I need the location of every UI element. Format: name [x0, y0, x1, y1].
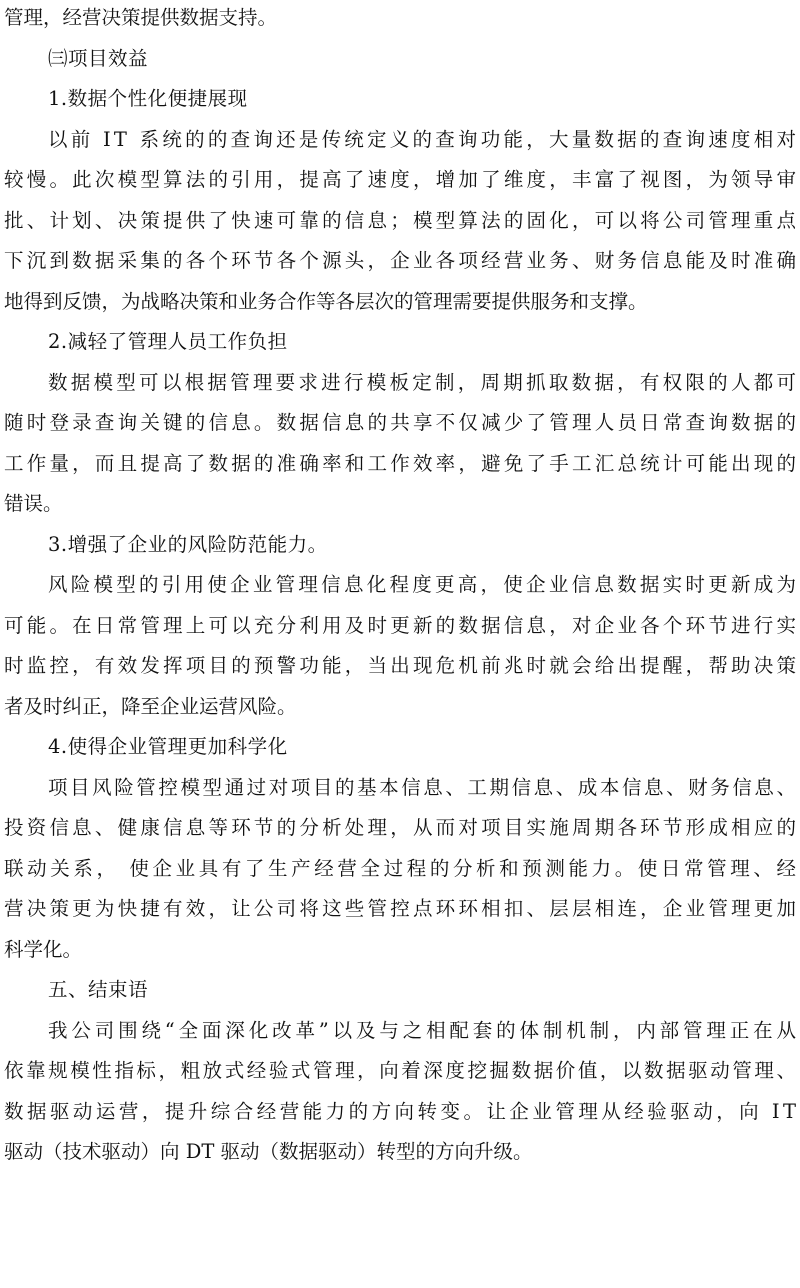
text-line-content: 管理，经营决策提供数据支持。 — [4, 6, 278, 29]
text-line — [0, 1013, 800, 1049]
text-line — [0, 162, 800, 198]
text-line-content: 2.减轻了管理人员工作负担 — [48, 330, 288, 353]
text-line — [0, 0, 800, 36]
text-line-content: 五、结束语 — [48, 978, 149, 1001]
text-line-content: 风险模型的引用使企业管理信息化程度更高，使企业信息数据实时更新成为 — [48, 573, 800, 596]
text-line-content: 随时登录查询关键的信息。数据信息的共享不仅减少了管理人员日常查询数据的 — [4, 411, 800, 434]
text-line-content: 依靠规模性指标，粗放式经验式管理，向着深度挖掘数据价值，以数据驱动管理、 — [4, 1059, 799, 1082]
text-line-content: 营决策更为快捷有效，让公司将这些管控点环环相扣、层层相连，企业管理更加 — [4, 897, 800, 920]
text-line-content: 地得到反馈，为战略决策和业务合作等各层次的管理需要提供服务和支撑。 — [4, 289, 648, 313]
text-line — [0, 527, 800, 563]
text-line-content: 数据模型可以根据管理要求进行模板定制，周期抓取数据，有权限的人都可 — [48, 370, 800, 394]
text-line — [0, 810, 800, 846]
text-line — [0, 122, 800, 158]
text-line — [0, 243, 800, 279]
text-line-content: ㈢项目效益 — [48, 46, 149, 70]
text-line-content: 数据驱动运营，提升综合经营能力的方向转变。让企业管理从经验驱动，向 IT — [4, 1099, 800, 1123]
text-line-content: 者及时纠正，降至企业运营风险。 — [4, 694, 297, 718]
text-line — [0, 972, 800, 1008]
text-line — [0, 284, 800, 320]
text-line-content: 科学化。 — [4, 937, 83, 961]
text-line-content: 我公司围绕“全面深化改革”以及与之相配套的体制机制，内部管理正在从 — [48, 1018, 800, 1042]
text-line-content: 下沉到数据采集的各个环节各个源头，企业各项经营业务、财务信息能及时准确 — [4, 249, 800, 272]
text-line — [0, 932, 800, 968]
text-line-content: 1.数据个性化便捷展现 — [48, 87, 248, 110]
text-line — [0, 81, 800, 117]
text-line-content: 时监控，有效发挥项目的预警功能，当出现危机前兆时就会给出提醒，帮助决策 — [4, 654, 800, 677]
text-line — [0, 446, 800, 482]
text-line-content: 项目风险管控模型通过对项目的基本信息、工期信息、成本信息、财务信息、 — [48, 775, 799, 799]
text-line-content: 以前 IT 系统的的查询还是传统定义的查询功能，大量数据的查询速度相对 — [48, 127, 800, 151]
text-line — [0, 324, 800, 360]
text-line-content: 4.使得企业管理更加科学化 — [48, 735, 288, 758]
text-line-content: 工作量，而且提高了数据的准确率和工作效率，避免了手工汇总统计可能出现的 — [4, 451, 800, 475]
text-line — [0, 405, 800, 441]
text-line — [0, 365, 800, 401]
text-line-content: 可能。在日常管理上可以充分利用及时更新的数据信息，对企业各个环节进行实 — [4, 613, 800, 637]
text-line-content: 联动关系， 使企业具有了生产经营全过程的分析和预测能力。使日常管理、经 — [4, 856, 800, 880]
text-line — [0, 689, 800, 725]
text-line — [0, 1134, 800, 1170]
text-line — [0, 648, 800, 684]
text-line — [0, 891, 800, 927]
text-line — [0, 729, 800, 765]
text-line — [0, 851, 800, 887]
text-line — [0, 486, 800, 522]
text-line — [0, 1094, 800, 1130]
text-line-content: 批、计划、决策提供了快速可靠的信息；模型算法的固化，可以将公司管理重点 — [4, 208, 800, 232]
text-line-content: 驱动（技术驱动）向 DT 驱动（数据驱动）转型的方向升级。 — [4, 1140, 533, 1163]
text-line-content: 投资信息、健康信息等环节的分析处理，从而对项目实施周期各环节形成相应的 — [4, 816, 800, 839]
text-line — [0, 203, 800, 239]
text-line-content: 错误。 — [4, 492, 63, 515]
text-line — [0, 567, 800, 603]
text-line — [0, 41, 800, 77]
text-line — [0, 770, 800, 806]
text-line — [0, 1053, 800, 1089]
text-line — [0, 608, 800, 644]
text-line-content: 3.增强了企业的风险防范能力。 — [48, 532, 328, 556]
text-line-content: 较慢。此次模型算法的引用，提高了速度，增加了维度，丰富了视图，为领导审 — [4, 168, 800, 191]
